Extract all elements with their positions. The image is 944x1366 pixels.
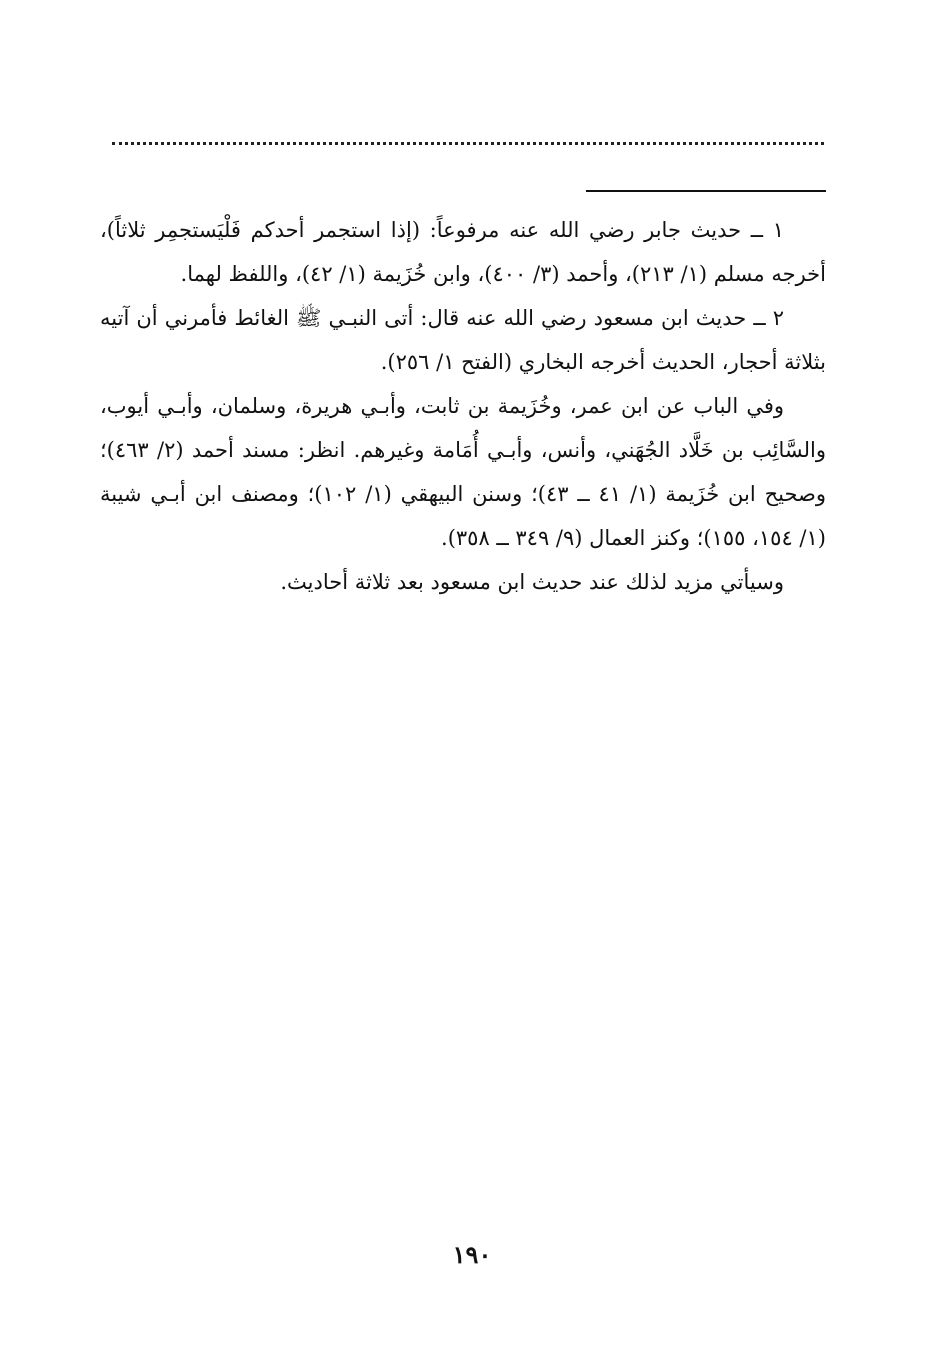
footnote-4: وسيأتي مزيد لذلك عند حديث ابن مسعود بعد ثلاثة أحاديث. [280, 570, 784, 594]
footnote-separator [586, 190, 826, 192]
page-number: ١٩٠ [452, 1240, 492, 1269]
footnote-2: ٢ ــ حديث ابن مسعود رضي الله عنه قال: أتى النبـي ﷺ الغائط فأمرني أن آتيه بثلاثة أحجار، الحديث أخرجه البخاري (الفتح ١/ ٢٥٦). [100, 306, 826, 374]
dotted-separator [112, 142, 824, 145]
footnote-3: وفي الباب عن ابن عمر، وخُزَيمة بن ثابت، وأبـي هريرة، وسلمان، وأبـي أيوب، والسَّائِب بن خَلَّاد الجُهَني، وأنس، وأبـي أُمَامة وغيرهم. انظر: مسند أحمد (٢/ ٤٦٣)؛ وصحيح ابن خُزَيمة (١/ ٤١ ــ ٤٣)؛ وسنن البيهقي (١/ ١٠٢)؛ ومصنف ابن أبـي شيبة (١/ ١٥٤، ١٥٥)؛ وكنز العمال (٩/ ٣٤٩ ــ ٣٥٨). [100, 394, 826, 550]
footnote-1: ١ ــ حديث جابر رضي الله عنه مرفوعاً: (إذا استجمر أحدكم فَلْيَستجمِر ثلاثاً)، أخرجه مسلم (١/ ٢١٣)، وأحمد (٣/ ٤٠٠)، وابن خُزَيمة (١/ ٤٢)، واللفظ لهما. [100, 218, 826, 286]
footnotes-block [100, 208, 826, 604]
